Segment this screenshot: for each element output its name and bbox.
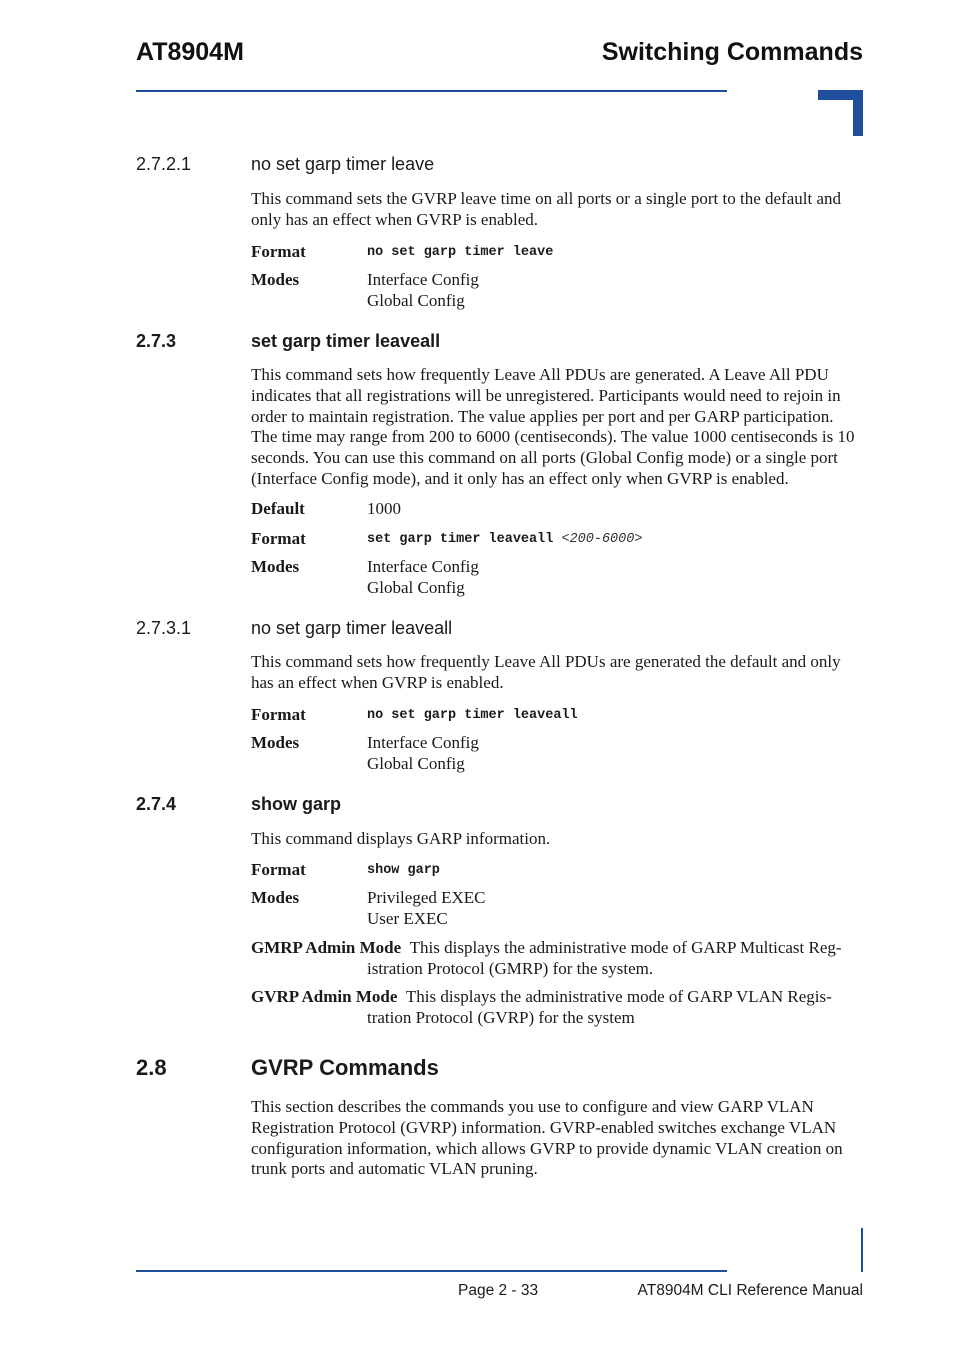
header-chapter: Switching Commands xyxy=(601,38,863,66)
format-command-text: set garp timer leaveall xyxy=(367,532,554,547)
manual-title: AT8904M CLI Reference Manual xyxy=(637,1282,863,1299)
modes-label: Modes xyxy=(251,270,300,289)
definition-text: This displays the administrative mode of GARP Multicast Reg- xyxy=(409,938,842,957)
format-command: no set garp timer leaveall xyxy=(367,708,578,723)
mode-item: Global Config xyxy=(367,291,465,310)
definition-item xyxy=(251,986,863,1028)
format-label: Format xyxy=(251,529,306,548)
format-label: Format xyxy=(251,242,306,261)
modes-label: Modes xyxy=(251,733,300,752)
footer-rule xyxy=(136,1270,727,1272)
section-number: 2.7.4 xyxy=(136,794,177,814)
mode-item: Global Config xyxy=(367,754,465,773)
format-label: Format xyxy=(251,705,306,724)
format-command xyxy=(367,529,642,550)
section-number: 2.7.3 xyxy=(136,331,177,351)
chapter-section-number: 2.8 xyxy=(136,1055,167,1080)
section-title: no set garp timer leave xyxy=(251,154,435,174)
modes-label: Modes xyxy=(251,557,300,576)
mode-item: Global Config xyxy=(367,578,465,597)
definition-text-cont: istration Protocol (GMRP) for the system. xyxy=(367,959,654,978)
header-rule xyxy=(136,90,727,92)
definition-item xyxy=(251,937,863,979)
section-body: This command displays GARP information. xyxy=(251,829,551,848)
section-body: This command sets the GVRP leave time on all ports or a single port to the default and only has an effect when GVRP is enabled. xyxy=(251,189,841,229)
section-title: show garp xyxy=(251,794,342,814)
format-argument: <200-6000> xyxy=(561,532,643,547)
format-command: no set garp timer leave xyxy=(367,245,554,260)
modes-label: Modes xyxy=(251,888,300,907)
format-label: Format xyxy=(251,860,306,879)
mode-item: Interface Config xyxy=(367,733,479,752)
mode-item: User EXEC xyxy=(367,909,448,928)
footer-corner-mark xyxy=(861,1228,863,1272)
section-title: no set garp timer leaveall xyxy=(251,618,453,638)
chapter-section-title: GVRP Commands xyxy=(251,1055,439,1080)
header-corner-mark xyxy=(818,90,863,136)
page-number: Page 2 - 33 xyxy=(458,1282,539,1299)
default-label: Default xyxy=(251,499,305,518)
format-command: show garp xyxy=(367,863,440,878)
definition-term: GVRP Admin Mode xyxy=(251,987,398,1006)
default-value: 1000 xyxy=(367,499,401,518)
section-number: 2.7.2.1 xyxy=(136,154,192,174)
section-body: This command sets how frequently Leave All PDUs are generated the default and only has an effect when GVRP is enabled. xyxy=(251,652,841,692)
section-number: 2.7.3.1 xyxy=(136,618,192,638)
definition-text-cont: tration Protocol (GVRP) for the system xyxy=(367,1008,635,1027)
section-body: This section describes the commands you use to configure and view GARP VLAN Registration Protocol (GVRP) information. GVRP-enabled switches exchange VLAN configuration information, which allows GVRP to provide dynamic VLAN creation on trunk ports and automatic VLAN pruning. xyxy=(251,1097,843,1179)
mode-item: Interface Config xyxy=(367,270,479,289)
mode-item: Privileged EXEC xyxy=(367,888,486,907)
section-body: This command sets how frequently Leave All PDUs are generated. A Leave All PDU indicates that all registrations will be unregistered. Participants would need to rejoin in order to maintain registration. The value applies per port and per GARP participation. The time may range from 200 to 6000 (centiseconds). The value 1000 centiseconds is 10 seconds. You can use this command on all ports (Global Config mode) or a single port (Interface Config mode), and it only has an effect only when GVRP is enabled. xyxy=(251,365,855,488)
mode-item: Interface Config xyxy=(367,557,479,576)
section-title: set garp timer leaveall xyxy=(251,331,441,351)
definition-text: This displays the administrative mode of GARP VLAN Regis- xyxy=(405,987,832,1006)
header-product: AT8904M xyxy=(136,38,244,66)
definition-term: GMRP Admin Mode xyxy=(251,938,402,957)
